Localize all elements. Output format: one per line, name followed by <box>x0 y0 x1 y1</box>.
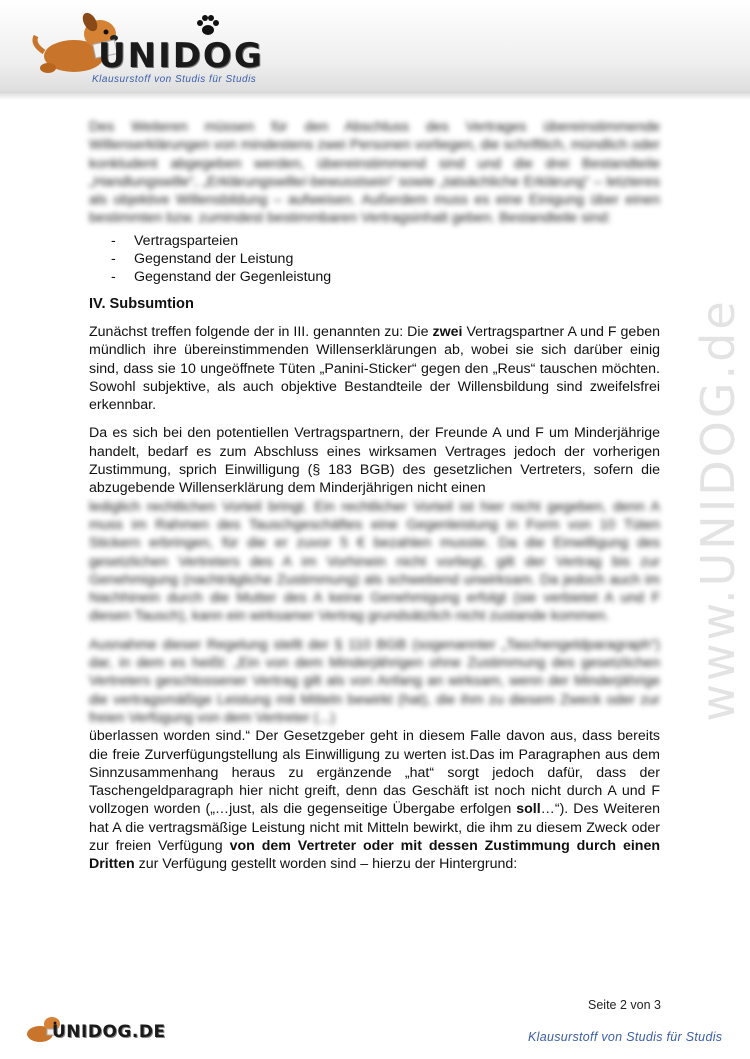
watermark <box>688 250 748 770</box>
paragraph-minors: Da es sich bei den potentiellen Vertragspartnern, der Freunde A und F um Minderjährige handelt, bedarf es zum Abschluss eines wirksamen Vertrages jedoch der vorherigen Zustimmung, sprich Einwilligung (§ 183 BGB) des gesetzlichen Vertreters, sofern die abzugebende Willenserklärung dem Minderjährigen nicht einen <box>89 425 660 497</box>
document-body <box>89 118 660 874</box>
header-shadow <box>0 92 750 100</box>
paragraph-exception: Ausnahme dieser Regelung stellt der § 110 BGB (sogenannter „Taschengeldparagraph“) dar, in dem es heißt: „Ein von dem Minderjährigen ohne Zustimmung des gesetzlichen Vertreters geschlossener Vertrag gilt als von Anfang an wirksam, wenn der Minderjährige die vertragsmäßige Leistung mit Mitteln bewirkt (hat), die ihm zu diesem Zweck oder zur freien Verfügung von dem Vertreter (...) <box>89 636 660 726</box>
requirements-list <box>89 232 660 287</box>
list-item: - Gegenstand der Leistung <box>89 250 660 268</box>
page-header <box>0 0 750 93</box>
watermark-text: www.UNIDOG.de <box>691 298 745 722</box>
section-heading: IV. Subsumtion <box>89 295 194 312</box>
footer-logo-wordmark: UNIDOG.DE <box>52 1022 166 1042</box>
paragraph-requirements: Des Weiteren müssen für den Abschluss des Vertrages übereinstimmende Willenserklärungen von mindestens zwei Personen vorliegen, die schriftlich, mündlich oder konkludent abgegeben werden, übereinstimmend sind und die drei Bestandteile „Handlungswille“, „Erklärungswille/-bewusstsein“ sowie „tatsächliche Erklärung“ – letzteres als objektive Willensbildung – aufweisen. Außerdem muss es eine Einigung über einen bestimmten bzw. zumindest bestimmbaren Vertragsinhalt geben. Bestandteile sind: <box>89 119 660 227</box>
page-number: Seite 2 von 3 <box>588 998 661 1012</box>
footer-tagline: Klausurstoff von Studis für Studis <box>528 1030 723 1044</box>
paw-icon <box>195 14 221 38</box>
paragraph-exception-continued: überlassen worden sind.“ Der Gesetzgeber geht in diesem Falle davon aus, dass bereits die freie Zurverfügungstellung als Einwilligung zu werten ist.Das im Paragraphen aus dem Sinnzusammenhang heraus zu ergänzende „hat“ sorgt jedoch dafür, dass der Taschengeldparagraph hier nicht greift, denn das Geschäft ist noch nicht durch A und F vollzogen worden („…just, als die gegenseitige Übergabe erfolgen soll…“). Des Weiteren hat A die vertragsmäßige Leistung nicht mit Mitteln bewirkt, die ihm zu diesem Zweck oder zur freien Verfügung von dem Vertreter oder mit dessen Zustimmung durch einen Dritten zur Verfügung gestellt worden sind – hierzu der Hintergrund: <box>89 728 660 873</box>
paragraph-subsumption: Zunächst treffen folgende der in III. genannten zu: Die zwei Vertragspartner A und F geben mündlich ihre übereinstimmenden Willenserklärungen ab, wobei sie sich darüber einig sind, dass sie 10 ungeöffnete Tüten „Panini-Sticker“ gegen den „Reus“ tauschen möchten. Sowohl subjektive, als auch objektive Bestandteile der Willensbildung sind zweifelsfrei erkennbar. <box>89 323 660 414</box>
header-tagline: Klausurstoff von Studis für Studis <box>92 74 257 85</box>
paragraph-minors-continued: lediglich rechtlichen Vorteil bringt. Ein rechtlicher Vorteil ist hier nicht gegeben, denn A muss im Rahmen des Tauschgeschäftes eine Gegenleistung in Form von 10 Tüten Stickern erbringen, für die er zuvor 5 € bezahlen musste. Da die Einwilligung des gesetzlichen Vertreters des A im Vorhinein nicht vorliegt, gilt der Vertrag bis zur Genehmigung (nachträgliche Zustimmung) als schwebend unwirksam. Da jedoch auch im Nachhinein durch die Mutter des A keine Genehmigung erfolgt (sie verbietet A und F diesen Tausch), kann ein wirksamer Vertrag grundsätzlich nicht zustande kommen. <box>89 498 660 625</box>
list-item: - Gegenstand der Gegenleistung <box>89 268 660 286</box>
list-item: - Vertragsparteien <box>89 232 660 250</box>
logo-wordmark: UNIDOG <box>98 36 264 76</box>
